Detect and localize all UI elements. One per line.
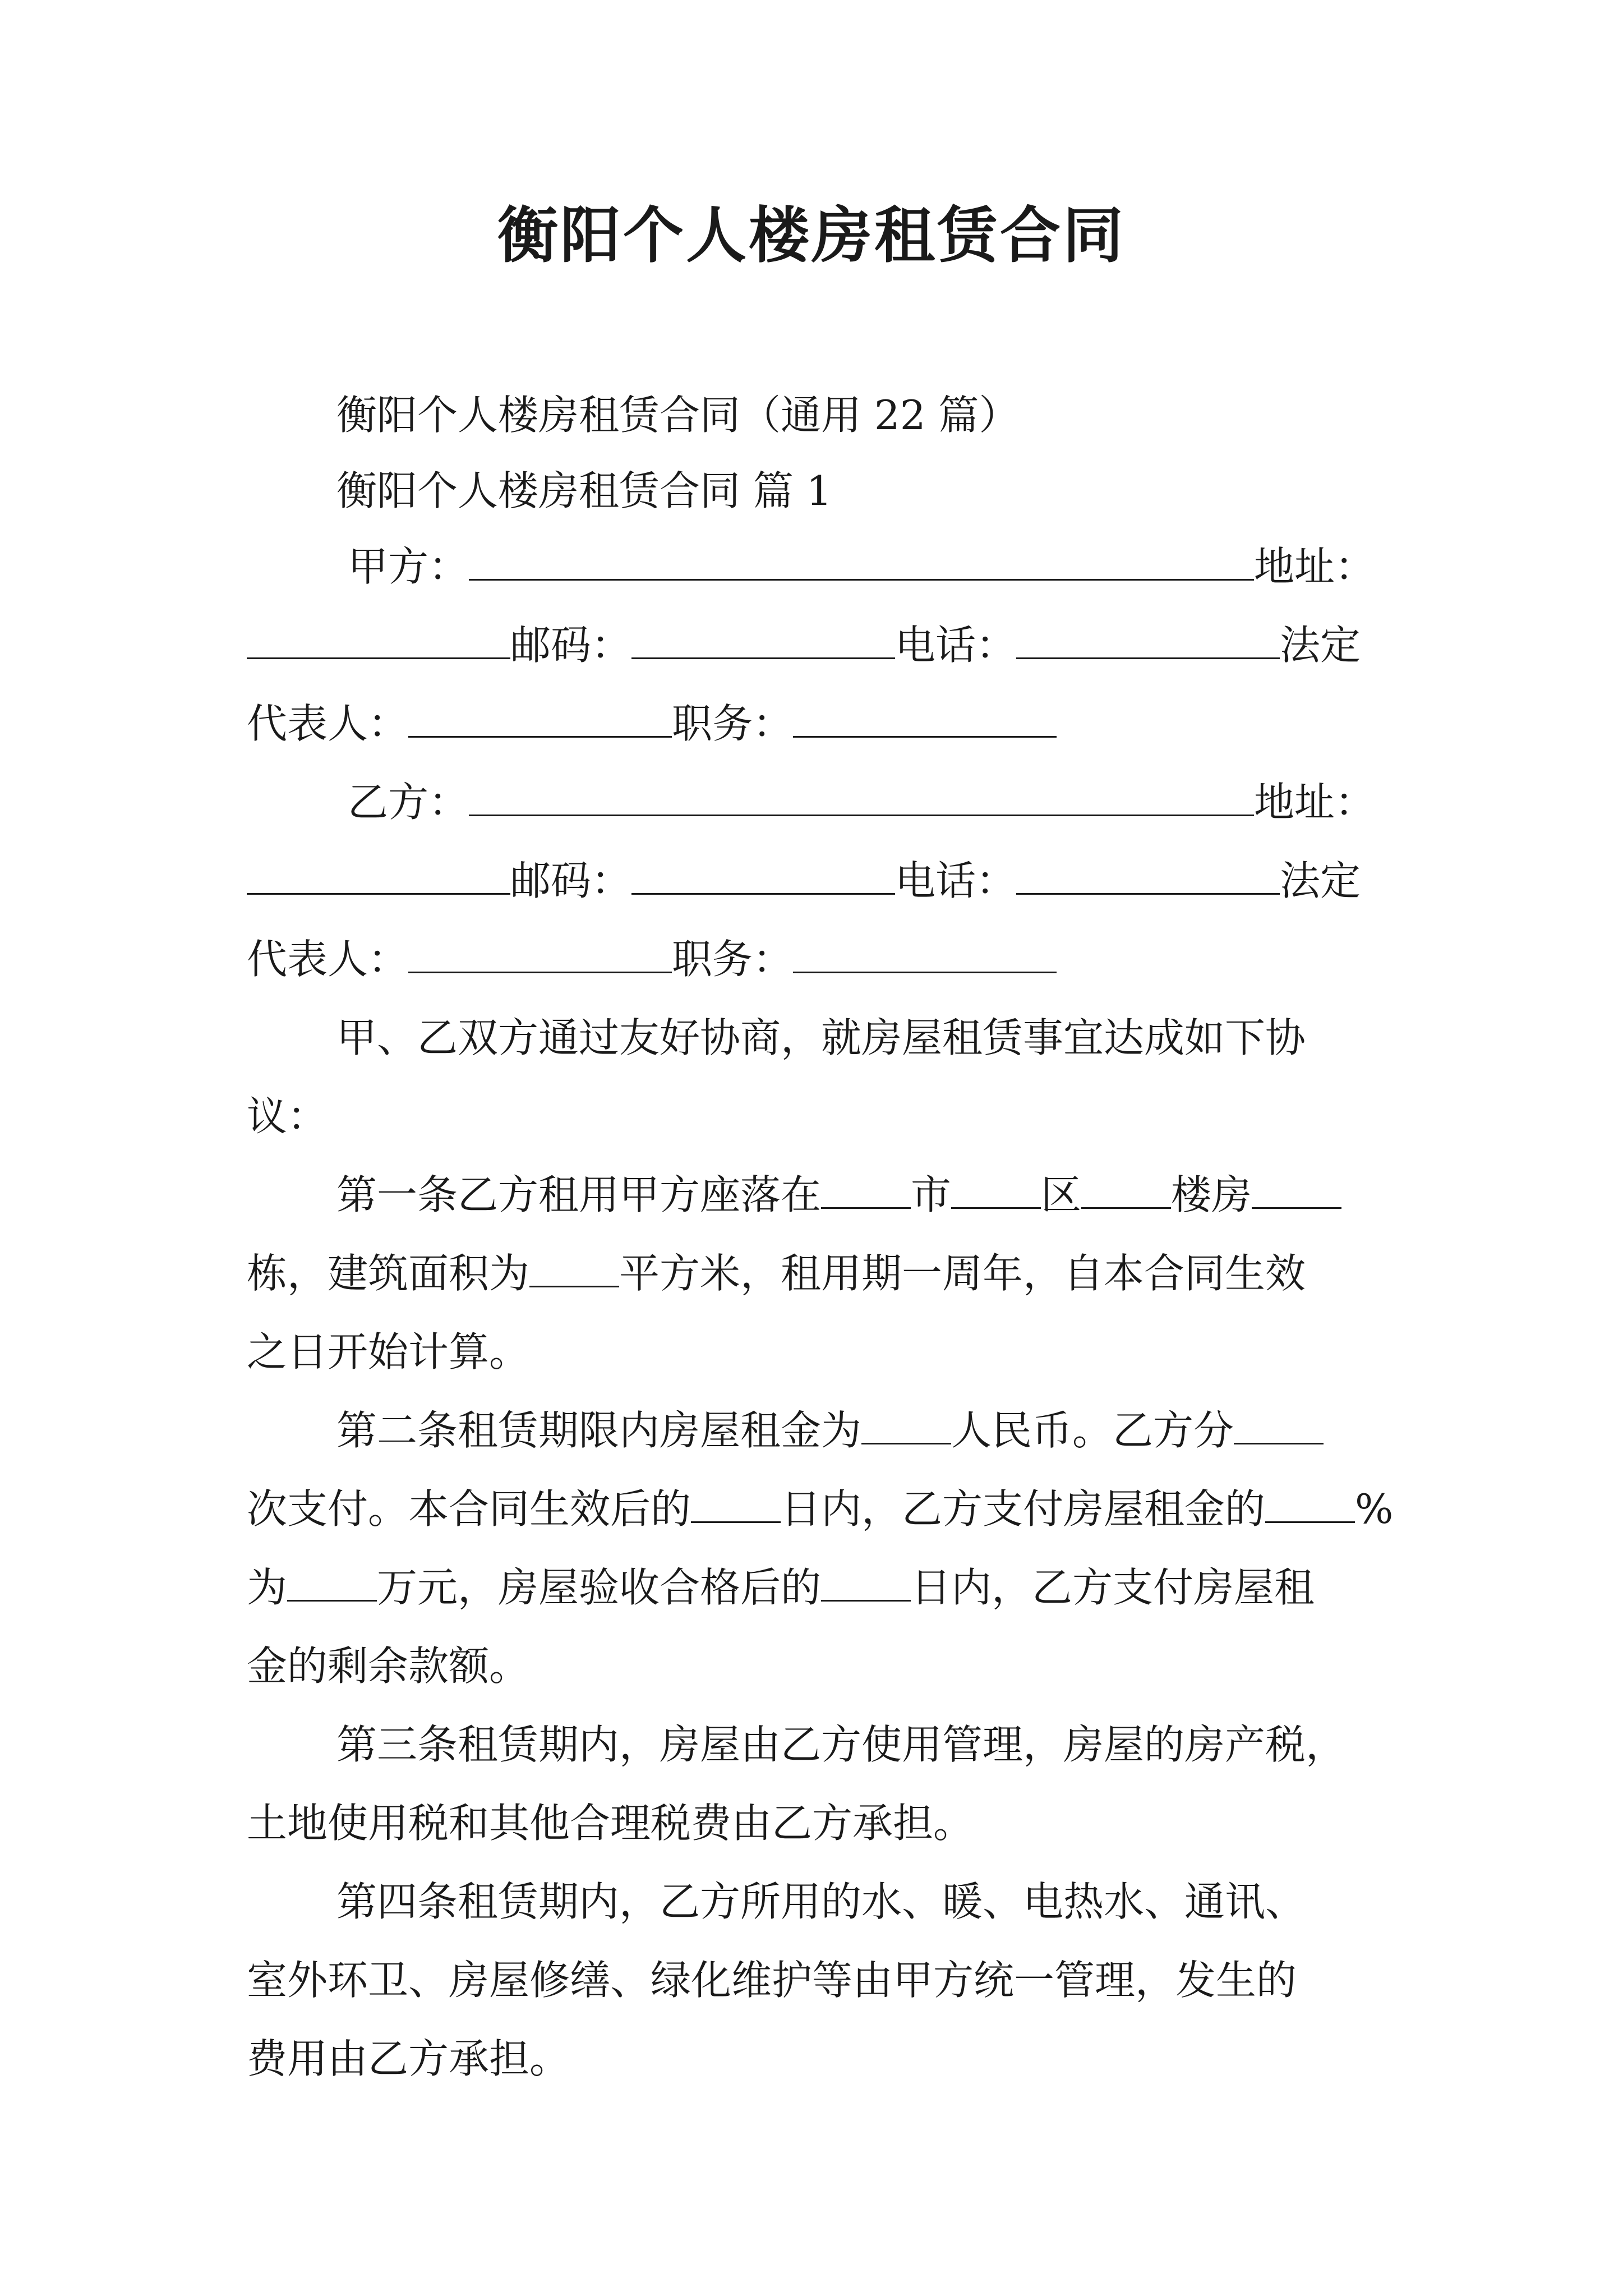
party-a-postcode-label: 邮码： xyxy=(510,622,632,669)
party-b-address-label: 地址： xyxy=(1254,779,1376,826)
article-2-text-2: 人民币。乙方分 xyxy=(951,1407,1234,1454)
party-b-phone-blank xyxy=(1016,853,1280,895)
document-title: 衡阳个人楼房租赁合同 xyxy=(497,200,1126,271)
building-blank xyxy=(1081,1167,1171,1209)
days-blank-1 xyxy=(691,1481,781,1523)
party-a-legal-rep-label-1: 法定 xyxy=(1280,622,1361,669)
article-1-text-1: 第一条乙方租用甲方座落在 xyxy=(336,1171,822,1218)
document-subtitle: 衡阳个人楼房租赁合同（通用 22 篇） xyxy=(336,392,1020,439)
article-2-text-8: 日内，乙方支付房屋租 xyxy=(911,1564,1315,1611)
installments-blank xyxy=(1234,1402,1324,1444)
article-2-text-4: 日内，乙方支付房屋租金的 xyxy=(781,1485,1266,1533)
article-4-line-3: 费用由乙方承担。 xyxy=(247,2035,570,2082)
party-a-address-blank xyxy=(247,617,510,659)
party-a-name-blank xyxy=(469,539,1254,581)
area-blank xyxy=(529,1245,619,1287)
article-1-text-2: 市 xyxy=(911,1171,952,1218)
article-2-text-1: 第二条租赁期限内房屋租金为 xyxy=(336,1407,862,1454)
party-b-label: 乙方： xyxy=(348,779,469,826)
article-2-text-7: 万元，房屋验收合格后的 xyxy=(377,1564,822,1611)
article-2-line-3 xyxy=(247,1559,1315,1616)
party-b-postcode-label: 邮码： xyxy=(510,857,632,904)
party-b-rep-blank xyxy=(408,931,672,973)
party-b-row xyxy=(348,774,1375,830)
party-b-position-label: 职务： xyxy=(672,936,794,983)
days-blank-2 xyxy=(821,1559,911,1602)
article-2-text-5: % xyxy=(1355,1485,1394,1533)
party-b-legal-rep-label-2: 代表人： xyxy=(247,936,409,983)
article-3-line-2: 土地使用税和其他合理税费由乙方承担。 xyxy=(247,1800,974,1847)
party-a-address-label: 地址： xyxy=(1254,543,1376,590)
percent-blank xyxy=(1265,1481,1355,1523)
intro-line-2: 议： xyxy=(247,1093,328,1140)
article-1-text-6: 平方米，租用期一周年，自本合同生效 xyxy=(619,1250,1306,1297)
party-b-phone-label: 电话： xyxy=(895,857,1017,904)
article-1-line-3: 之日开始计算。 xyxy=(247,1328,530,1375)
party-b-position-blank xyxy=(793,931,1057,973)
party-a-position-label: 职务： xyxy=(672,700,794,747)
party-a-label: 甲方： xyxy=(348,543,469,590)
city-blank xyxy=(821,1167,911,1209)
article-2-line-1 xyxy=(336,1402,1324,1458)
rent-blank xyxy=(861,1402,951,1444)
article-1-line-1 xyxy=(336,1167,1341,1223)
intro-line-1: 甲、乙双方通过友好协商，就房屋租赁事宜达成如下协 xyxy=(336,1014,1306,1061)
article-4-line-2: 室外环卫、房屋修缮、绿化维护等由甲方统一管理，发生的 xyxy=(247,1957,1297,2004)
article-3-line-1: 第三条租赁期内，房屋由乙方使用管理，房屋的房产税， xyxy=(336,1721,1347,1768)
party-b-name-blank xyxy=(469,774,1254,816)
article-2-text-6: 为 xyxy=(247,1564,288,1611)
party-b-legal-rep-label-1: 法定 xyxy=(1280,857,1361,904)
district-blank xyxy=(951,1167,1041,1209)
article-2-line-2 xyxy=(247,1481,1393,1537)
article-2-text-3: 次支付。本合同生效后的 xyxy=(247,1485,691,1533)
party-a-legal-rep-label-2: 代表人： xyxy=(247,700,409,747)
article-1-line-2 xyxy=(247,1245,1306,1301)
party-a-position-blank xyxy=(793,696,1057,738)
party-b-contact-row xyxy=(247,853,1361,909)
amount-blank xyxy=(287,1559,377,1602)
party-b-postcode-blank xyxy=(631,853,895,895)
party-a-rep-row xyxy=(247,696,1057,752)
article-1-text-4: 楼房 xyxy=(1171,1171,1252,1218)
article-4-line-1: 第四条租赁期内，乙方所用的水、暖、电热水、通讯、 xyxy=(336,1878,1306,1925)
article-1-text-5: 栋，建筑面积为 xyxy=(247,1250,530,1297)
unit-blank xyxy=(1252,1167,1341,1209)
article-2-line-4: 金的剩余款额。 xyxy=(247,1642,530,1690)
party-a-phone-label: 电话： xyxy=(895,622,1017,669)
party-b-address-blank xyxy=(247,853,510,895)
party-b-rep-row xyxy=(247,931,1057,987)
party-a-contact-row xyxy=(247,617,1361,673)
party-a-phone-blank xyxy=(1016,617,1280,659)
party-a-postcode-blank xyxy=(631,617,895,659)
party-a-row xyxy=(348,539,1375,595)
article-1-text-3: 区 xyxy=(1041,1171,1082,1218)
chapter-heading: 衡阳个人楼房租赁合同 篇 1 xyxy=(336,467,832,514)
party-a-rep-blank xyxy=(408,696,672,738)
